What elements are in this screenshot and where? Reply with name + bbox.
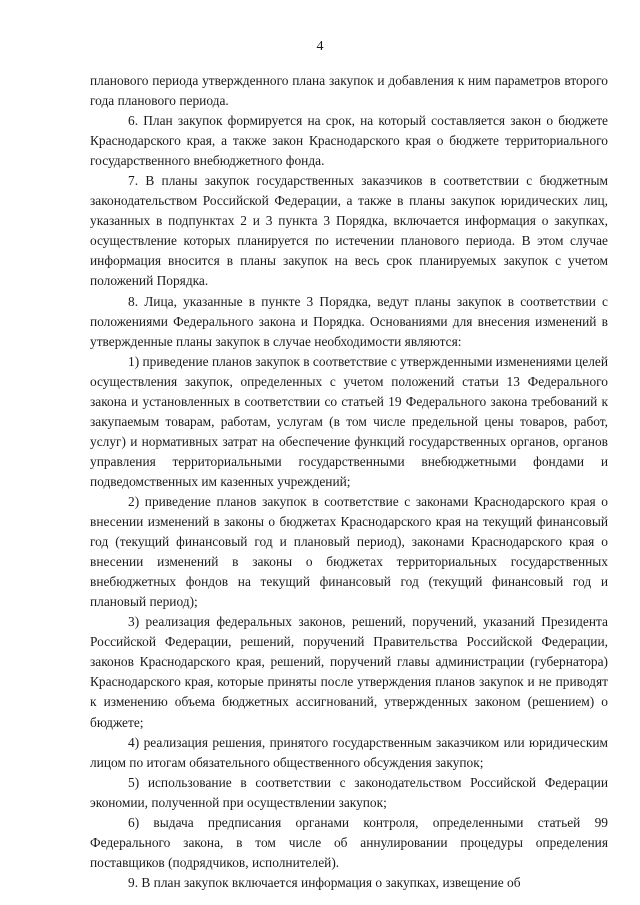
paragraph-item-8: 8. Лица, указанные в пункте 3 Порядка, ведут планы закупок в соответствии с положениями Федерального закона и Порядка. Основаниями для внесения изменений в утвержденные планы закупок в случае необходимости являются: <box>90 293 608 349</box>
subparagraph-3: 3) реализация федеральных законов, решений, поручений, указаний Президента Российской Федерации, решений, поручений Правительства Российской Федерации, законов Краснодарского края, решений, поручений главы администрации (губернатора) Краснодарского края, которые приняты после утверждения планов закупок и не приводят к изменению объема бюджетных ассигнований, утвержденных законом (решением) о бюджете; <box>90 614 608 730</box>
document-body <box>90 71 608 893</box>
page-number: 4 <box>316 39 324 54</box>
subparagraph-6: 6) выдача предписания органами контроля, определенными статьей 99 Федерального закона, в том числе об аннулировании процедуры определения поставщиков (подрядчиков, исполнителей). <box>90 814 608 870</box>
paragraph-item-9: 9. В план закупок включается информация о закупках, извещение об <box>128 874 521 890</box>
subparagraph-5: 5) использование в соответствии с законодательством Российской Федерации экономии, полученной при осуществлении закупок; <box>90 774 608 810</box>
paragraph-item-7: 7. В планы закупок государственных заказчиков в соответствии с бюджетным законодательством Российской Федерации, а также в планы закупок юридических лиц, указанных в подпунктах 2 и 3 пункта 3 Порядка, включается информация о закупках, осуществление которых планируется по истечении планового периода. В этом случае информация вносится в планы закупок на весь срок планируемых закупок с учетом положений Порядка. <box>90 173 608 289</box>
subparagraph-4: 4) реализация решения, принятого государственным заказчиком или юридическим лицом по итогам обязательного общественного обсуждения закупок; <box>90 734 608 770</box>
subparagraph-2: 2) приведение планов закупок в соответствие с законами Краснодарского края о внесении изменений в законы о бюджетах Краснодарского края на текущий финансовый год (текущий финансовый год и плановый период), законами Краснодарского края о внесении изменений в законы о бюджетах территориальных государственных внебюджетных фондов на текущий финансовый год (текущий финансовый год и плановый период); <box>90 493 608 610</box>
paragraph-continuation: планового периода утвержденного плана закупок и добавления к ним параметров второго года планового периода. <box>90 73 608 109</box>
paragraph-item-6: 6. План закупок формируется на срок, на который составляется закон о бюджете Краснодарского края, а также закон Краснодарского края о бюджете территориального государственного внебюджетного фонда. <box>90 113 608 169</box>
subparagraph-1: 1) приведение планов закупок в соответствие с утвержденными изменениями целей осуществления закупок, определенных с учетом положений статьи 13 Федерального закона и установленных в соответствии со статьей 19 Федерального закона требований к закупаемым товарам, работам, услугам (в том числе предельной цены товаров, работ, услуг) и нормативных затрат на обеспечение функций государственных органов, органов управления территориальными государственными внебюджетными фондами и подведомственных им казенных учреждений; <box>90 353 608 489</box>
